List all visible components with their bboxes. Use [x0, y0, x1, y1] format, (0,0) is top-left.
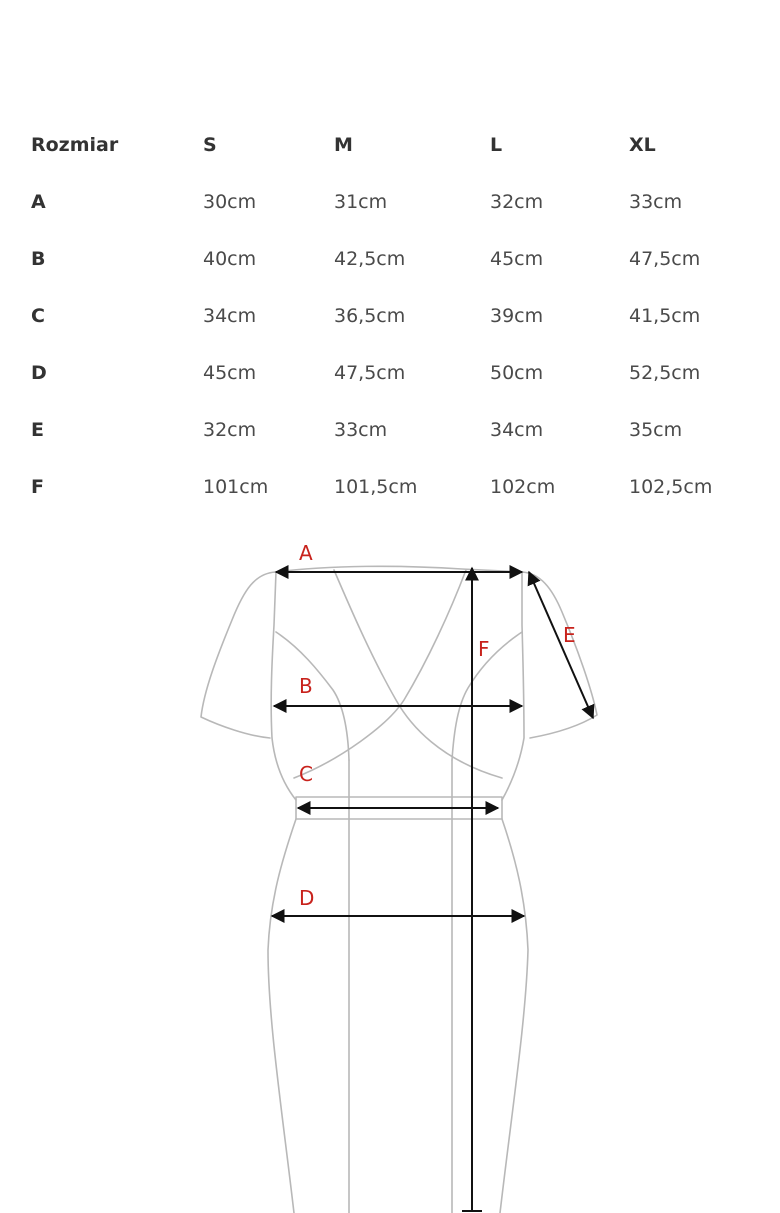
- cell-c-m: 36,5cm: [334, 305, 406, 327]
- skirt-left-side: [268, 819, 296, 1213]
- cell-e-l: 34cm: [490, 419, 544, 441]
- table-header-l: L: [490, 134, 503, 156]
- skirt-right-side: [500, 819, 528, 1213]
- right-sleeve-outline: [522, 572, 597, 738]
- cell-a-m: 31cm: [334, 191, 388, 213]
- table-header-rozmiar: Rozmiar: [31, 134, 119, 156]
- table-header-s: S: [203, 134, 217, 156]
- cell-a-s: 30cm: [203, 191, 257, 213]
- cell-b-m: 42,5cm: [334, 248, 406, 270]
- cell-e-xl: 35cm: [629, 419, 683, 441]
- left-sleeve-outline: [201, 572, 276, 738]
- cell-a-l: 32cm: [490, 191, 544, 213]
- cell-c-l: 39cm: [490, 305, 544, 327]
- row-label-d: D: [31, 362, 47, 384]
- cell-c-xl: 41,5cm: [629, 305, 701, 327]
- label-c: C: [299, 762, 313, 786]
- cell-d-m: 47,5cm: [334, 362, 406, 384]
- table-header-xl: XL: [629, 134, 656, 156]
- cell-f-s: 101cm: [203, 476, 269, 498]
- label-d: D: [299, 886, 315, 910]
- right-body-side-outline: [502, 572, 524, 800]
- dress-outline: [201, 566, 597, 1213]
- cell-e-s: 32cm: [203, 419, 257, 441]
- table-header-m: M: [334, 134, 353, 156]
- arrow-e: [529, 572, 593, 718]
- cell-b-xl: 47,5cm: [629, 248, 701, 270]
- cell-d-xl: 52,5cm: [629, 362, 701, 384]
- row-label-e: E: [31, 419, 44, 441]
- label-e: E: [563, 623, 576, 647]
- row-label-a: A: [31, 191, 46, 213]
- cell-f-m: 101,5cm: [334, 476, 418, 498]
- cell-d-s: 45cm: [203, 362, 257, 384]
- cell-a-xl: 33cm: [629, 191, 683, 213]
- cell-b-l: 45cm: [490, 248, 544, 270]
- cell-f-l: 102cm: [490, 476, 556, 498]
- row-label-b: B: [31, 248, 46, 270]
- label-b: B: [299, 674, 313, 698]
- left-body-side-outline: [271, 572, 296, 800]
- cell-b-s: 40cm: [203, 248, 257, 270]
- dress-measurement-diagram: [0, 520, 780, 1213]
- measurement-arrows: [272, 568, 593, 1211]
- cell-c-s: 34cm: [203, 305, 257, 327]
- label-a: A: [299, 541, 313, 565]
- row-label-f: F: [31, 476, 44, 498]
- cell-d-l: 50cm: [490, 362, 544, 384]
- label-f: F: [478, 637, 490, 661]
- cell-f-xl: 102,5cm: [629, 476, 713, 498]
- cell-e-m: 33cm: [334, 419, 388, 441]
- row-label-c: C: [31, 305, 45, 327]
